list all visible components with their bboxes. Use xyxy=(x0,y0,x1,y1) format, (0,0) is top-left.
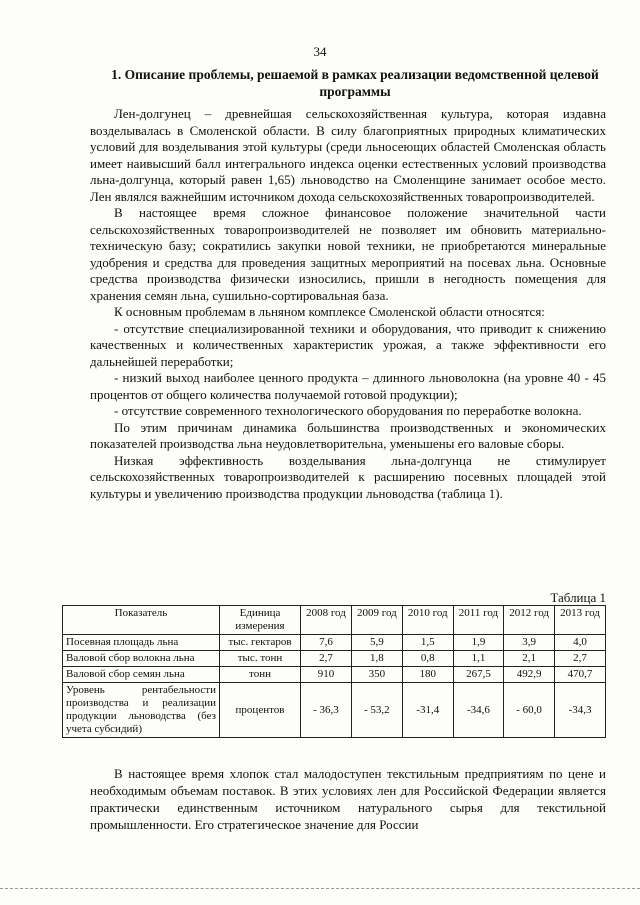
table-cell: 910 xyxy=(301,667,352,683)
paragraph: В настоящее время хлопок стал малодоступен текстильным предприятиям по цене и необходимым объемам поставок. В этих условиях лен для Российской Федерации является практически единственным источником натурального сырья для текстильной промышленности. Его стратегическое значение для России xyxy=(90,766,606,832)
table-cell: 470,7 xyxy=(555,667,606,683)
table-cell: Валовой сбор волокна льна xyxy=(63,651,220,667)
table-cell: тонн xyxy=(220,667,301,683)
table-cell: 1,9 xyxy=(453,635,503,651)
table-cell: Валовой сбор семян льна xyxy=(63,667,220,683)
column-header: 2008 год xyxy=(301,606,352,635)
closing-text xyxy=(90,765,606,833)
column-header: 2012 год xyxy=(504,606,555,635)
column-header: 2013 год xyxy=(555,606,606,635)
table-cell: -34,6 xyxy=(453,683,503,738)
table-cell: -31,4 xyxy=(402,683,453,738)
table-cell: 4,0 xyxy=(555,635,606,651)
paragraph: По этим причинам динамика большинства производственных и экономических показателей производства льна неудовлетворительна, уменьшены его валовые сборы. xyxy=(90,419,606,451)
table-cell: 492,9 xyxy=(504,667,555,683)
paragraph: К основным проблемам в льняном комплексе Смоленской области относятся: xyxy=(114,304,545,319)
table-cell: 1,8 xyxy=(351,651,402,667)
table-cell: 2,1 xyxy=(504,651,555,667)
table-row xyxy=(63,651,606,667)
table-cell: - 60,0 xyxy=(504,683,555,738)
paragraph: Лен-долгунец – древнейшая сельскохозяйственная культура, которая издавна возделывалась в Смоленской области. В силу благоприятных природных климатических условий для возделывания этой культуры (среди льносеющих областей Смоленская область имеет наивысший балл интегрального индекса оценки естественных условий производства льна-долгунца, который равен 1,65) льноводство на Смоленщине занимает особое место. Лен являлся важнейшим источником дохода сельскохозяйственных товаропроизводителей. xyxy=(90,106,606,204)
table-cell: 2,7 xyxy=(555,651,606,667)
paragraph: - отсутствие современного технологического оборудования по переработке волокна. xyxy=(114,403,582,418)
column-header: 2009 год xyxy=(351,606,402,635)
table-cell: 1,5 xyxy=(402,635,453,651)
table-cell: 7,6 xyxy=(301,635,352,651)
table-cell: Посевная площадь льна xyxy=(63,635,220,651)
table-cell: 267,5 xyxy=(453,667,503,683)
page-number: 34 xyxy=(313,44,327,59)
table-cell: процентов xyxy=(220,683,301,738)
table-cell: - 36,3 xyxy=(301,683,352,738)
table-row xyxy=(63,683,606,738)
table-row xyxy=(63,667,606,683)
table-cell: 180 xyxy=(402,667,453,683)
table-cell: - 53,2 xyxy=(351,683,402,738)
section-heading: 1. Описание проблемы, решаемой в рамках реализации ведомственной целевой программы xyxy=(111,67,599,99)
table-cell: -34,3 xyxy=(555,683,606,738)
table-cell: 0,8 xyxy=(402,651,453,667)
column-header: 2011 год xyxy=(453,606,503,635)
table-cell: тыс. гектаров xyxy=(220,635,301,651)
table-cell: Уровень рентабельности производства и реализации продукции льноводства (без учета субсидий) xyxy=(63,683,220,738)
paragraph: В настоящее время сложное финансовое положение значительной части сельскохозяйственных товаропроизводителей не позволяет им обновить материально-техническую базу; сократились закупки новой техники, не приобретаются минеральные удобрения и средства для проведения защитных мероприятий на посевах льна. Основные средства производства физически износились, пришли в негодность помещения для хранения семян льна, сушильно-сортировальная база. xyxy=(90,205,606,303)
body-text xyxy=(90,106,606,502)
table-caption: Таблица 1 xyxy=(550,590,606,605)
column-header: Единица измерения xyxy=(220,606,301,635)
column-header: Показатель xyxy=(63,606,220,635)
page-divider xyxy=(0,888,640,889)
table-header-row xyxy=(63,606,606,635)
table-cell: 350 xyxy=(351,667,402,683)
table-cell: 2,7 xyxy=(301,651,352,667)
paragraph: - отсутствие специализированной техники и оборудования, что приводит к снижению качественных и количественных характеристик урожая, а также эффективности его дальнейшей переработки; xyxy=(90,320,606,369)
table-cell: 1,1 xyxy=(453,651,503,667)
table-row xyxy=(63,635,606,651)
paragraph: - низкий выход наиболее ценного продукта – длинного льноволокна (на уровне 40 - 45 процентов от общего количества получаемой готовой продукции); xyxy=(90,370,606,402)
table-cell: 5,9 xyxy=(351,635,402,651)
data-table xyxy=(62,605,606,738)
table-cell: 3,9 xyxy=(504,635,555,651)
paragraph: Низкая эффективность возделывания льна-долгунца не стимулирует сельскохозяйственных товаропроизводителей к расширению посевных площадей этой культуры и увеличению производства продукции льноводства (таблица 1). xyxy=(90,452,606,501)
table-cell: тыс. тонн xyxy=(220,651,301,667)
column-header: 2010 год xyxy=(402,606,453,635)
